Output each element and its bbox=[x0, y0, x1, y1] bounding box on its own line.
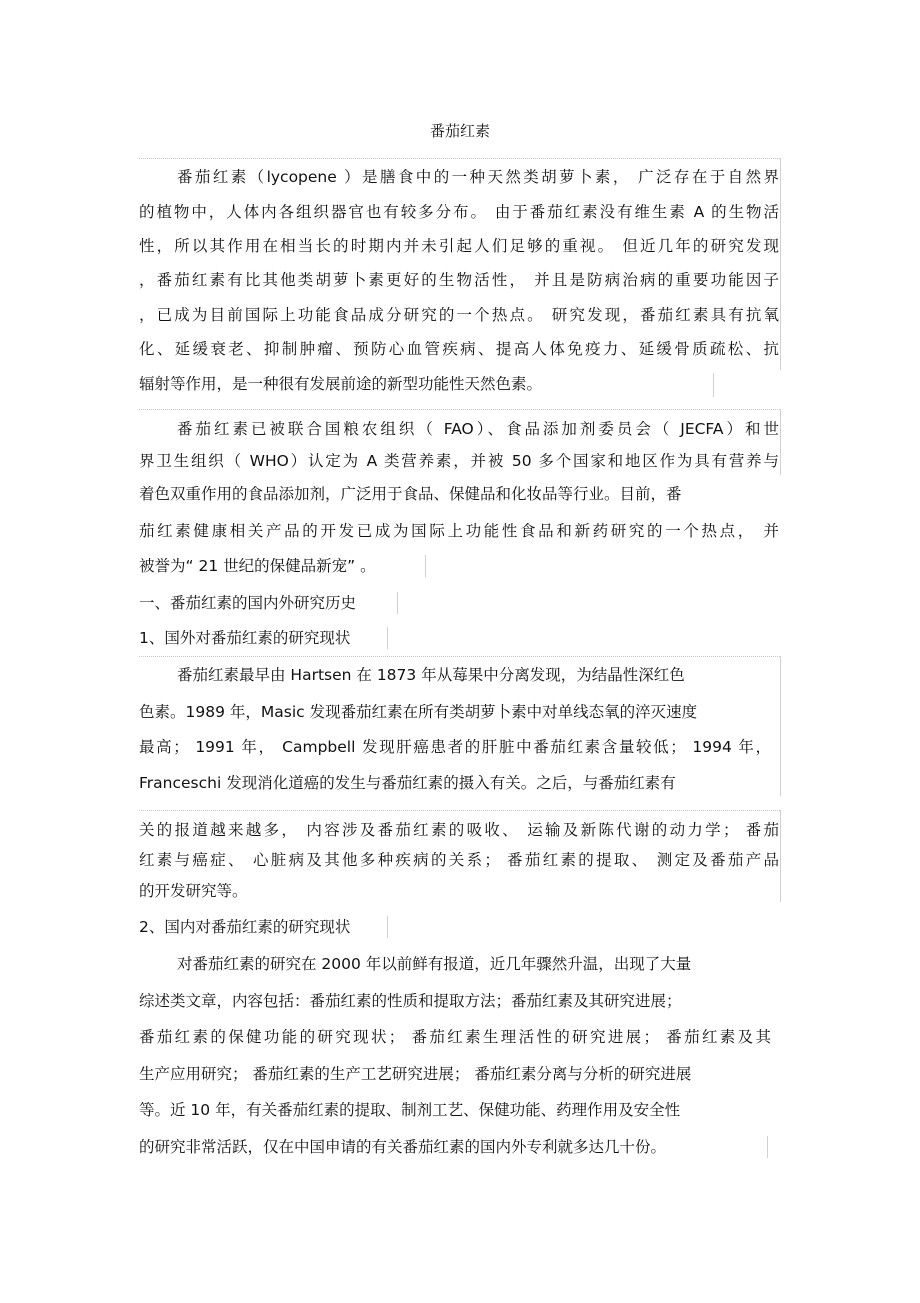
paragraph-2-line-4: 茄红素健康相关产品的开发已成为国际上功能性食品和新药研究的一个热点， 并 bbox=[139, 522, 779, 540]
guide-line bbox=[397, 592, 398, 614]
guide-line bbox=[139, 656, 780, 657]
paragraph-1-line-1: 番茄红素（lycopene ）是膳食中的一种天然类胡萝卜素， 广泛存在于自然界 bbox=[177, 168, 779, 186]
paragraph-2-line-2: 界卫生组织（ WHO）认定为 A 类营养素，并被 50 多个国家和地区作为具有营养与 bbox=[139, 452, 779, 470]
paragraph-3-line-6: 红素与癌症、 心脏病及其他多种疾病的关系； 番茄红素的提取、 测定及番茄产品 bbox=[139, 851, 779, 869]
guide-line bbox=[139, 158, 780, 159]
paragraph-4-line-4: 生产应用研究； 番茄红素的生产工艺研究进展； 番茄红素分离与分析的研究进展 bbox=[139, 1065, 692, 1083]
paragraph-3-line-1: 番茄红素最早由 Hartsen 在 1873 年从莓果中分离发现，为结晶性深红色 bbox=[177, 666, 685, 684]
paragraph-1-line-6: 化、延缓衰老、抑制肿瘤、预防心血管疾病、提高人体免疫力、延缓骨质疏松、抗 bbox=[139, 340, 779, 358]
paragraph-3-line-7: 的开发研究等。 bbox=[139, 882, 248, 900]
guide-line bbox=[780, 656, 781, 796]
paragraph-4-line-3: 番茄红素的保健功能的研究现状； 番茄红素生理活性的研究进展； 番茄红素及其 bbox=[139, 1028, 771, 1046]
paragraph-4-line-6: 的研究非常活跃，仅在中国申请的有关番茄红素的国内外专利就多达几十份。 bbox=[139, 1138, 667, 1156]
paragraph-4-line-5: 等。近 10 年，有关番茄红素的提取、制剂工艺、保健功能、药理作用及安全性 bbox=[139, 1101, 681, 1119]
paragraph-1-line-3: 性，所以其作用在相当长的时期内并未引起人们足够的重视。 但近几年的研究发现 bbox=[139, 237, 779, 255]
guide-line bbox=[780, 158, 781, 370]
paragraph-1-line-7: 辐射等作用，是一种很有发展前途的新型功能性天然色素。 bbox=[139, 375, 543, 393]
guide-line bbox=[387, 916, 388, 938]
guide-line bbox=[713, 373, 714, 397]
paragraph-4-line-2: 综述类文章，内容包括：番茄红素的性质和提取方法；番茄红素及其研究进展； bbox=[139, 992, 682, 1010]
guide-line bbox=[780, 409, 781, 475]
paragraph-3-line-5: 关的报道越来越多， 内容涉及番茄红素的吸收、 运输及新陈代谢的动力学； 番茄 bbox=[139, 821, 779, 839]
section-heading-1: 一、番茄红素的国内外研究历史 bbox=[139, 594, 357, 612]
paragraph-2-line-1: 番茄红素已被联合国粮农组织（ FAO）、食品添加剂委员会（ JECFA）和世 bbox=[177, 420, 779, 438]
paragraph-3-line-3: 最高； 1991 年， Campbell 发现肝癌患者的肝脏中番茄红素含量较低； 1994 年， bbox=[139, 738, 771, 756]
paragraph-2-line-5: 被誉为“ 21 世纪的保健品新宠” 。 bbox=[139, 557, 376, 575]
guide-line bbox=[139, 810, 780, 811]
paragraph-3-line-2: 色素。1989 年，Masic 发现番茄红素在所有类胡萝卜素中对单线态氧的淬灭速度 bbox=[139, 703, 698, 721]
document-title: 番茄红素 bbox=[429, 122, 490, 140]
guide-line bbox=[139, 409, 780, 410]
guide-line bbox=[387, 627, 388, 649]
subsection-heading-2: 2、国内对番茄红素的研究现状 bbox=[139, 918, 351, 936]
guide-line bbox=[767, 1136, 768, 1158]
paragraph-2-line-3: 着色双重作用的食品添加剂，广泛用于食品、保健品和化妆品等行业。目前，番 bbox=[139, 485, 682, 503]
paragraph-1-line-2: 的植物中，人体内各组织器官也有较多分布。 由于番茄红素没有维生素 A 的生物活 bbox=[139, 203, 779, 221]
guide-line bbox=[425, 555, 426, 577]
guide-line bbox=[780, 810, 781, 902]
subsection-heading-1: 1、国外对番茄红素的研究现状 bbox=[139, 629, 351, 647]
paragraph-1-line-4: ，番茄红素有比其他类胡萝卜素更好的生物活性， 并且是防病治病的重要功能因子 bbox=[139, 271, 779, 289]
paragraph-1-line-5: ，已成为目前国际上功能食品成分研究的一个热点。 研究发现，番茄红素具有抗氧 bbox=[139, 306, 779, 324]
paragraph-4-line-1: 对番茄红素的研究在 2000 年以前鲜有报道，近几年骤然升温，出现了大量 bbox=[177, 955, 692, 973]
paragraph-3-line-4: Franceschi 发现消化道癌的发生与番茄红素的摄入有关。之后，与番茄红素有 bbox=[139, 774, 676, 792]
